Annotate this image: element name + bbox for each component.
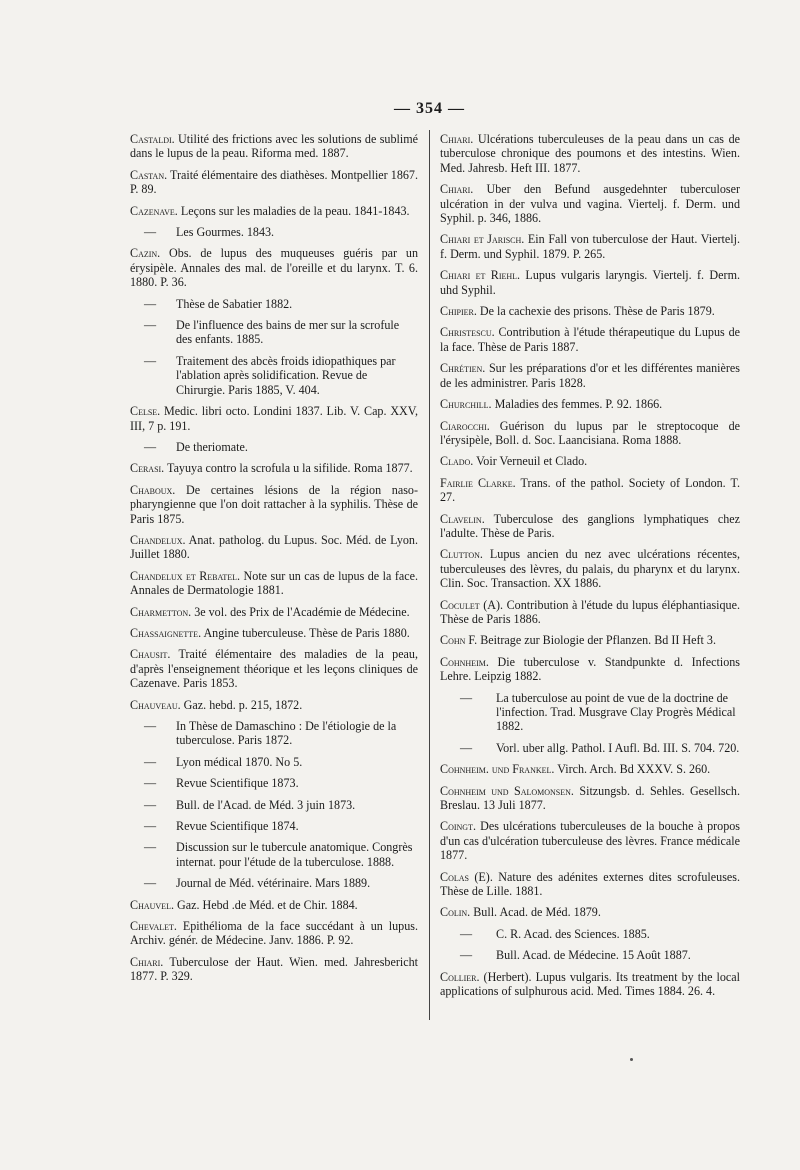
subentry-text: Thèse de Sabatier 1882.	[176, 296, 293, 311]
bibliography-entry	[130, 246, 418, 289]
entry-author: Churchill.	[440, 397, 492, 412]
entry-text: Maladies des femmes. P. 92. 1866.	[491, 397, 663, 412]
entry-author: Collier.	[440, 969, 480, 984]
bibliography-entry	[130, 168, 418, 197]
entry-author: Chiari.	[440, 182, 474, 197]
bibliography-subentry	[130, 719, 418, 748]
bibliography-entry	[130, 898, 418, 912]
bibliography-entry	[130, 647, 418, 690]
bibliography-entry	[440, 547, 740, 590]
subentry-text: Journal de Méd. vétérinaire. Mars 1889.	[176, 876, 371, 891]
entry-text: 3e vol. des Prix de l'Académie de Médecine.	[191, 604, 410, 619]
bibliography-entry	[440, 397, 740, 411]
entry-author: Chaboux.	[130, 482, 176, 497]
entry-author: Clutton.	[440, 547, 483, 562]
entry-author: Cohnheim und Salomonsen.	[440, 783, 574, 798]
subentry-text: Bull. Acad. de Médecine. 15 Août 1887.	[496, 948, 691, 963]
entry-author: Castan.	[130, 167, 168, 182]
subentry-text: C. R. Acad. des Sciences. 1885.	[496, 926, 650, 941]
entry-text: Utilité des frictions avec les solutions de sublimé dans le lupus de la peau. Riforma med. 1887.	[130, 132, 418, 161]
entry-text: Traité élémentaire des maladies de la peau, d'après l'enseignement théorique et les leçons cliniques de Cazenave. Paris 1853.	[130, 647, 418, 691]
entry-author: Chevalet.	[130, 919, 177, 934]
bibliography-subentry	[440, 948, 740, 962]
bibliography-entry	[440, 512, 740, 541]
bibliography-entry	[440, 970, 740, 999]
entry-author: Chassaignette.	[130, 625, 202, 640]
bibliography-entry	[440, 476, 740, 505]
entry-text: Sitzungsb. d. Sehles. Gesellsch. Breslau. 13 Juli 1877.	[440, 783, 740, 813]
entry-text: Epithélioma de la face succédant à un lupus. Archiv. génér. de Médecine. Janv. 1886. P. 92.	[130, 919, 418, 948]
bibliography-subentry	[130, 440, 418, 454]
entry-text: Obs. de lupus des muqueuses guéris par un érysipèle. Annales des mal. de l'oreille et du larynx. T. 6. 1880. P. 36.	[130, 246, 418, 290]
entry-author: Chandelux.	[130, 532, 186, 547]
entry-author: Chiari et Jarisch.	[440, 232, 525, 247]
entry-text: (A). Contribution à l'étude du lupus éléphantiasique. Thèse de Paris 1886.	[440, 597, 740, 626]
entry-author: Charmetton.	[130, 604, 192, 619]
subentry-text: Les Gourmes. 1843.	[176, 225, 275, 240]
entry-author: Cohnheim. und Frankel.	[440, 762, 555, 777]
bibliography-entry	[130, 483, 418, 526]
bibliography-entry	[440, 132, 740, 175]
entry-text: (E). Nature des adénites externes dites scrofuleuses. Thèse de Lille. 1881.	[440, 869, 740, 899]
entry-text: Guérison du lupus par le streptocoque de l'érysipèle, Boll. d. Soc. Laancisiana. Roma 1888.	[440, 418, 740, 447]
entry-text: Gaz. Hebd .de Méd. et de Chir. 1884.	[173, 897, 358, 912]
bibliography-entry	[440, 905, 740, 919]
entry-author: Chiari.	[440, 132, 474, 146]
entry-text: Ein Fall von tuberculose der Haut. Viertelj. f. Derm. und Syphil. 1879. P. 265.	[440, 232, 740, 261]
entry-author: Chrétien.	[440, 361, 486, 376]
entry-text: Angine tuberculeuse. Thèse de Paris 1880.	[201, 625, 410, 640]
bibliography-entry	[130, 626, 418, 640]
bibliography-entry	[440, 232, 740, 261]
entry-text: Tuberculose der Haut. Wien. med. Jahresbericht 1877. P. 329.	[130, 954, 418, 984]
entry-author: Chiari et Riehl.	[440, 268, 521, 283]
bibliography-entry	[440, 361, 740, 390]
entry-text: Lupus vulgaris laryngis. Viertelj. f. Derm. uhd Syphil.	[440, 268, 740, 297]
entry-author: Ciarocchi.	[440, 418, 490, 433]
bibliography-subentry	[130, 318, 418, 347]
entry-text: Sur les préparations d'or et les différentes manières de les administrer. Paris 1828.	[440, 361, 740, 390]
column-divider	[429, 130, 430, 1020]
bibliography-subentry	[130, 819, 418, 833]
entry-text: Medic. libri octo. Londini 1837. Lib. V. Cap. XXV, III, 7 p. 191.	[130, 404, 418, 433]
bibliography-entry	[440, 268, 740, 297]
bibliography-subentry	[130, 297, 418, 311]
subentry-text: De l'influence des bains de mer sur la scrofule des enfants. 1885.	[176, 318, 400, 347]
page-number: — 354 —	[394, 100, 465, 117]
bibliography-entry	[130, 698, 418, 712]
bibliography-entry	[440, 784, 740, 813]
entry-text: Leçons sur les maladies de la peau. 1841-1843.	[177, 203, 410, 218]
bibliography-entry	[130, 605, 418, 619]
subentry-text: In Thèse de Damaschino : De l'étiologie de la tuberculose. Paris 1872.	[176, 719, 397, 748]
entry-text: Uber den Befund ausgedehnter tuberculoser ulcération in der vulva und vagina. Viertelj. f. Derm. und Syphil. p. 346, 1886.	[440, 182, 740, 226]
bibliography-entry	[440, 304, 740, 318]
bibliography-entry	[130, 461, 418, 475]
subentry-text: Revue Scientifique 1874.	[176, 819, 299, 834]
subentry-text: La tuberculose au point de vue de la doctrine de l'infection. Trad. Musgrave Clay Progrès Médical 1882.	[496, 690, 736, 734]
entry-author: Cerasi.	[130, 461, 165, 476]
entry-text: Tuberculose des ganglions lymphatiques chez l'adulte. Thèse de Paris.	[440, 511, 740, 540]
entry-author: Cazenave.	[130, 203, 178, 218]
bibliography-entry	[440, 633, 740, 647]
entry-text: De la cachexie des prisons. Thèse de Paris 1879.	[476, 304, 715, 319]
entry-text: Lupus ancien du nez avec ulcérations récentes, tuberculeuses des lèvres, du palais, du pharynx et du larynx. Clin. Soc. Transaction. XX 1886.	[440, 547, 740, 591]
entry-author: Clavelin.	[440, 511, 485, 526]
bibliography-subentry	[130, 354, 418, 397]
bibliography-subentry	[130, 776, 418, 790]
entry-text: Des ulcérations tuberculeuses de la bouche à propos d'un cas d'ulcération tuberculeuse des lèvres. France médicale 1877.	[440, 819, 740, 863]
entry-author: Fairlie Clarke.	[440, 475, 516, 490]
entry-text: Trans. of the pathol. Society of London. T. 27.	[440, 475, 741, 505]
subentry-text: Lyon médical 1870. No 5.	[176, 754, 303, 769]
bibliography-subentry	[130, 798, 418, 812]
entry-text: Gaz. hebd. p. 215, 1872.	[180, 697, 303, 712]
entry-text: De certaines lésions de la région naso-pharyngienne que l'on doit rattacher à la syphilis. Thèse de Paris 1875.	[130, 482, 418, 526]
subentry-text: Bull. de l'Acad. de Méd. 3 juin 1873.	[176, 797, 356, 812]
entry-author: Castaldi.	[130, 132, 175, 146]
entry-author: Chiari.	[130, 954, 164, 969]
bibliography-subentry	[130, 840, 418, 869]
entry-author: Chausit.	[130, 647, 171, 662]
entry-text: Anat. patholog. du Lupus. Soc. Méd. de Lyon. Juillet 1880.	[130, 532, 418, 562]
entry-author: Chandelux et Rebatel.	[130, 568, 241, 583]
bibliography-entry	[440, 870, 740, 899]
ink-dot	[630, 1058, 633, 1061]
entry-author: Coingt.	[440, 819, 476, 834]
bibliography-entry	[440, 819, 740, 862]
entry-text: Virch. Arch. Bd XXXV. S. 260.	[554, 762, 711, 777]
entry-author: Chauveau.	[130, 697, 181, 712]
left-column	[130, 132, 418, 991]
right-column	[440, 132, 740, 1006]
entry-author: Cohnheim.	[440, 654, 489, 669]
bibliography-entry	[440, 182, 740, 225]
bibliography-subentry	[440, 691, 740, 734]
bibliography-entry	[130, 404, 418, 433]
entry-author: Cohn	[440, 633, 466, 648]
entry-author: Chipier.	[440, 304, 477, 319]
bibliography-subentry	[130, 876, 418, 890]
bibliography-entry	[440, 454, 740, 468]
entry-author: Colin.	[440, 905, 471, 920]
bibliography-entry	[130, 204, 418, 218]
entry-author: Cazin.	[130, 246, 161, 261]
bibliography-entry	[440, 325, 740, 354]
entry-author: Colas	[440, 869, 469, 884]
bibliography-entry	[440, 598, 740, 627]
entry-text: Note sur un cas de lupus de la face. Annales de Dermatologie 1881.	[130, 568, 418, 598]
entry-text: Contribution à l'étude thérapeutique du Lupus de la face. Thèse de Paris 1887.	[440, 325, 740, 354]
entry-author: Chauvel.	[130, 897, 174, 912]
entry-author: Coculet	[440, 597, 480, 612]
subentry-text: Revue Scientifique 1873.	[176, 776, 299, 791]
entry-text: Traité élémentaire des diathèses. Montpellier 1867. P. 89.	[130, 167, 418, 197]
bibliography-entry	[130, 955, 418, 984]
bibliography-subentry	[130, 755, 418, 769]
subentry-text: Discussion sur le tubercule anatomique. Congrès internat. pour l'étude de la tuberculose. 1888.	[176, 840, 413, 869]
bibliography-entry	[440, 655, 740, 684]
bibliography-entry	[130, 919, 418, 948]
bibliography-subentry	[440, 741, 740, 755]
entry-text: Die tuberculose v. Standpunkte d. Infections Lehre. Leipzig 1882.	[440, 654, 740, 684]
entry-author: Celse.	[130, 404, 161, 419]
entry-text: Voir Verneuil et Clado.	[473, 454, 588, 469]
entry-text: Bull. Acad. de Méd. 1879.	[470, 905, 601, 920]
entry-author: Christescu.	[440, 325, 495, 340]
entry-text: Ulcérations tuberculeuses de la peau dans un cas de tuberculose chronique des poumons et des intestins. Wien. Med. Jahresb. Heft III. 1877.	[440, 132, 740, 175]
bibliography-entry	[130, 533, 418, 562]
entry-text: Tayuya contro la scrofula u la sifilide. Roma 1877.	[164, 461, 413, 476]
bibliography-entry	[130, 569, 418, 598]
entry-text: (Herbert). Lupus vulgaris. Its treatment by the local applications of sulphurous acid. Med. Times 1884. 26. 4.	[440, 969, 740, 999]
bibliography-subentry	[130, 225, 418, 239]
entry-text: F. Beitrage zur Biologie der Pflanzen. Bd II Heft 3.	[465, 633, 716, 648]
bibliography-entry	[440, 419, 740, 448]
entry-author: Clado.	[440, 454, 474, 469]
subentry-text: Vorl. uber allg. Pathol. I Aufl. Bd. III. S. 704. 720.	[496, 740, 740, 755]
bibliography-entry	[440, 762, 740, 776]
bibliography-subentry	[440, 927, 740, 941]
subentry-text: De theriomate.	[176, 439, 248, 454]
bibliography-entry	[130, 132, 418, 161]
subentry-text: Traitement des abcès froids idiopathiques par l'ablation après solidification. Revue de Chirurgie. Paris 1885, V. 404.	[176, 353, 396, 397]
